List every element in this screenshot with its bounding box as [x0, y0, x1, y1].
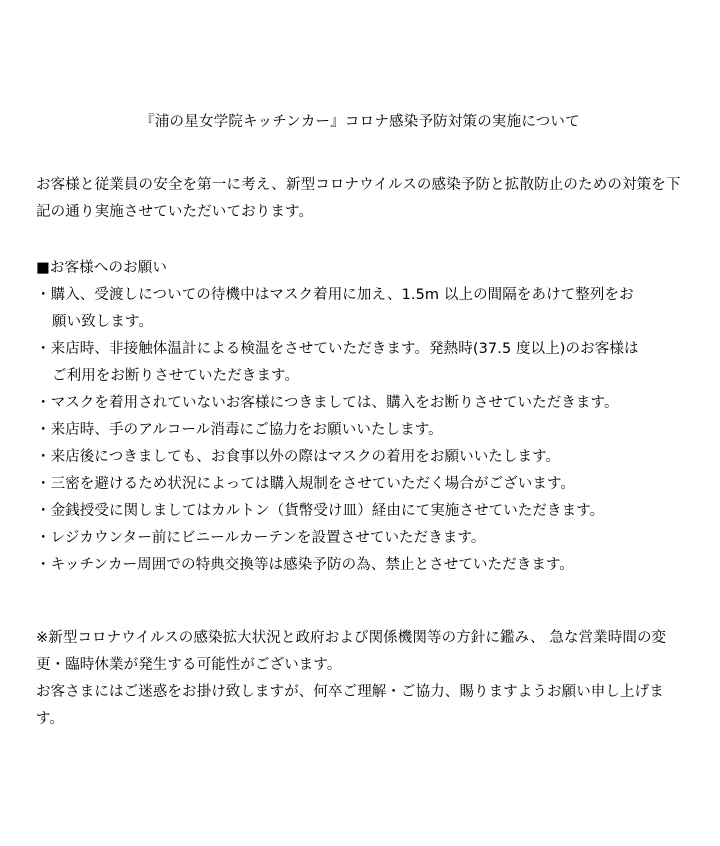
list-item	[36, 471, 684, 498]
list-item-lead: ・キッチンカー周囲での特典交換等は感染予防の為、禁止とさせていただきます。	[36, 556, 575, 573]
list-item-lead: ・来店時、手のアルコール消毒にご協力をお願いいたします。	[36, 422, 443, 439]
page-title: 『浦の星女学院キッチンカー』コロナ感染予防対策の実施について	[140, 114, 580, 130]
intro-paragraph: お客様と従業員の安全を第一に考え、新型コロナウイルスの感染予防と拡散防止のための対策を下記の通り実施させていただいております。	[36, 176, 681, 220]
notice-paragraph: ※新型コロナウイルスの感染拡大状況と政府および関係機関等の方針に鑑み、 急な営業時間の変更・臨時休業が発生する可能性がございます。	[36, 629, 667, 673]
list-item-continuation: ご利用をお断りさせていただきます。	[52, 368, 300, 385]
list-item-lead: ・来店後につきましても、お食事以外の際はマスクの着用をお願いいたします。	[36, 449, 561, 465]
list-item	[36, 390, 684, 417]
list-item	[36, 282, 684, 336]
list-item-lead: ・金銭授受に関しましてはカルトン（貨幣受け皿）経由にて実施させていただきます。	[36, 502, 605, 519]
list-item	[36, 552, 684, 579]
closing-paragraph: お客さまにはご迷惑をお掛け致しますが、何卒ご理解・ご協力、賜りますようお願い申し上げます。	[36, 683, 664, 727]
list-item-lead: ・レジカウンター前にビニールカーテンを設置させていただきます。	[36, 529, 486, 546]
list-item-lead: ・三密を避けるため状況によっては購入規制をさせていただく場合がございます。	[36, 475, 576, 492]
list-item	[36, 525, 684, 552]
list-item-lead: ・購入、受渡しについての待機中はマスク着用に加え、1.5m 以上の間隔をあけて整列をお	[36, 287, 634, 304]
section-heading-customer-request: ■お客様へのお願い	[36, 260, 168, 277]
list-item-continuation: 願い致します。	[52, 314, 154, 331]
list-item-lead: ・マスクを着用されていないお客様につきましては、購入をお断りさせていただきます。	[36, 395, 619, 412]
customer-request-list	[36, 282, 684, 579]
list-item	[36, 498, 684, 525]
list-item	[36, 444, 684, 471]
list-item-lead: ・来店時、非接触体温計による検温をさせていただきます。発熱時(37.5 度以上)のお客様は	[36, 341, 639, 358]
list-item	[36, 417, 684, 444]
list-item	[36, 336, 684, 390]
